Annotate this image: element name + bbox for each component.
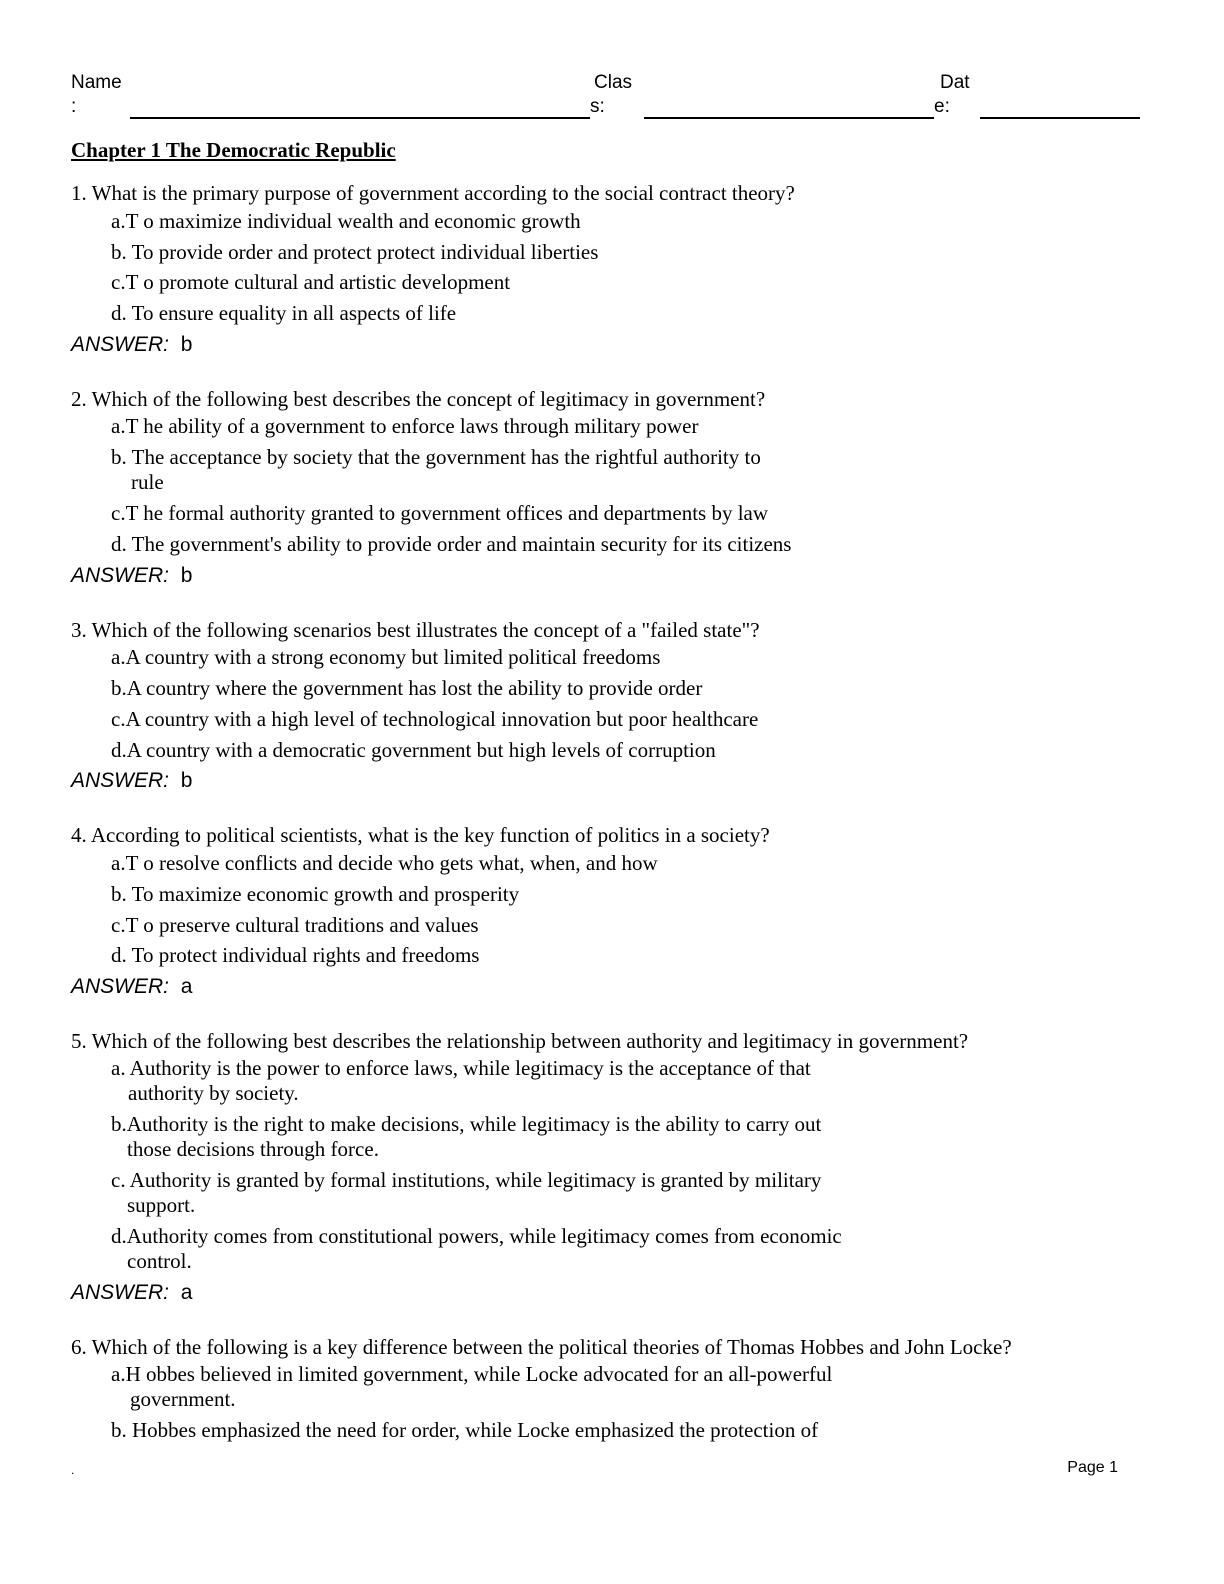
- class-label-suffix: s:: [590, 96, 605, 117]
- answer-label: ANSWER:: [71, 1281, 170, 1304]
- question-stem: 4. According to political scientists, what is the key function of politics in a society?: [71, 823, 770, 847]
- option-item: b. The acceptance by society that the government has the rightful authority to: [111, 445, 761, 469]
- answer-label: ANSWER:: [71, 333, 170, 356]
- answer-value: b: [180, 333, 193, 356]
- answer-label: ANSWER:: [71, 975, 170, 998]
- option-item: c. Authority is granted by formal institutions, while legitimacy is granted by military: [111, 1168, 822, 1192]
- option-item-continuation: rule: [131, 470, 164, 494]
- option-item: d. To protect individual rights and freedoms: [111, 943, 480, 967]
- answer-label: ANSWER:: [71, 564, 170, 587]
- option-item: c.T o preserve cultural traditions and values: [111, 913, 479, 937]
- option-item: b.Authority is the right to make decisions, while legitimacy is the ability to carry out: [111, 1112, 822, 1136]
- date-label: Dat: [940, 72, 970, 93]
- option-item: d.Authority comes from constitutional powers, while legitimacy comes from economic: [111, 1224, 842, 1248]
- name-label: Name: [71, 72, 122, 93]
- answer-value: b: [180, 564, 193, 587]
- option-item-continuation: government.: [130, 1387, 236, 1411]
- option-item-continuation: support.: [127, 1193, 196, 1217]
- option-item: c.A country with a high level of technological innovation but poor healthcare: [111, 707, 759, 731]
- answer-label: ANSWER:: [71, 769, 170, 792]
- option-item: b. Hobbes emphasized the need for order, while Locke emphasized the protection of: [111, 1418, 819, 1442]
- option-item-continuation: authority by society.: [128, 1081, 299, 1105]
- question-stem: 2. Which of the following best describes the concept of legitimacy in government?: [71, 387, 766, 411]
- option-item: a.T o maximize individual wealth and economic growth: [111, 209, 581, 233]
- option-item: b. To provide order and protect protect individual liberties: [111, 240, 599, 264]
- date-field-line[interactable]: [980, 117, 1140, 119]
- answer-line: [71, 974, 192, 1000]
- question-stem: 1. What is the primary purpose of government according to the social contract theory?: [71, 181, 795, 205]
- answer-value: b: [180, 769, 193, 792]
- option-item: c.T he formal authority granted to government offices and departments by law: [111, 501, 769, 525]
- page-number: Page 1: [1067, 1459, 1118, 1476]
- option-item: a.H obbes believed in limited government, while Locke advocated for an all-powerful: [111, 1362, 833, 1386]
- answer-line: [71, 332, 192, 358]
- answer-line: [71, 768, 192, 794]
- option-item: c.T o promote cultural and artistic development: [111, 270, 511, 294]
- question-stem: 3. Which of the following scenarios best illustrates the concept of a "failed state"?: [71, 618, 760, 642]
- answer-line: [71, 1280, 192, 1306]
- class-field-line[interactable]: [644, 117, 934, 119]
- option-item: d. To ensure equality in all aspects of life: [111, 301, 457, 325]
- answer-line: [71, 563, 192, 589]
- option-item: b.A country where the government has lost the ability to provide order: [111, 676, 703, 700]
- option-item: a.T o resolve conflicts and decide who gets what, when, and how: [111, 851, 658, 875]
- name-field-line[interactable]: [130, 117, 590, 119]
- class-label: Clas: [594, 72, 633, 93]
- option-item: d.A country with a democratic government but high levels of corruption: [111, 738, 716, 762]
- footer-mark: .: [71, 1463, 75, 1477]
- option-item: b. To maximize economic growth and prosperity: [111, 882, 520, 906]
- question-stem: 6. Which of the following is a key difference between the political theories of Thomas Hobbes and John Locke?: [71, 1335, 1012, 1359]
- date-label-suffix: e:: [934, 96, 950, 117]
- option-item: a. Authority is the power to enforce laws, while legitimacy is the acceptance of that: [111, 1056, 811, 1080]
- answer-value: a: [180, 975, 193, 998]
- option-item-continuation: control.: [127, 1249, 192, 1273]
- option-item-continuation: those decisions through force.: [127, 1137, 379, 1161]
- answer-value: a: [180, 1281, 193, 1304]
- option-item: d. The government's ability to provide order and maintain security for its citizens: [111, 532, 792, 556]
- option-item: a.T he ability of a government to enforce laws through military power: [111, 414, 699, 438]
- name-label-colon: :: [71, 96, 77, 117]
- chapter-title: Chapter 1 The Democratic Republic: [71, 138, 396, 162]
- question-stem: 5. Which of the following best describes the relationship between authority and legitimacy in government?: [71, 1029, 969, 1053]
- option-item: a.A country with a strong economy but limited political freedoms: [111, 645, 661, 669]
